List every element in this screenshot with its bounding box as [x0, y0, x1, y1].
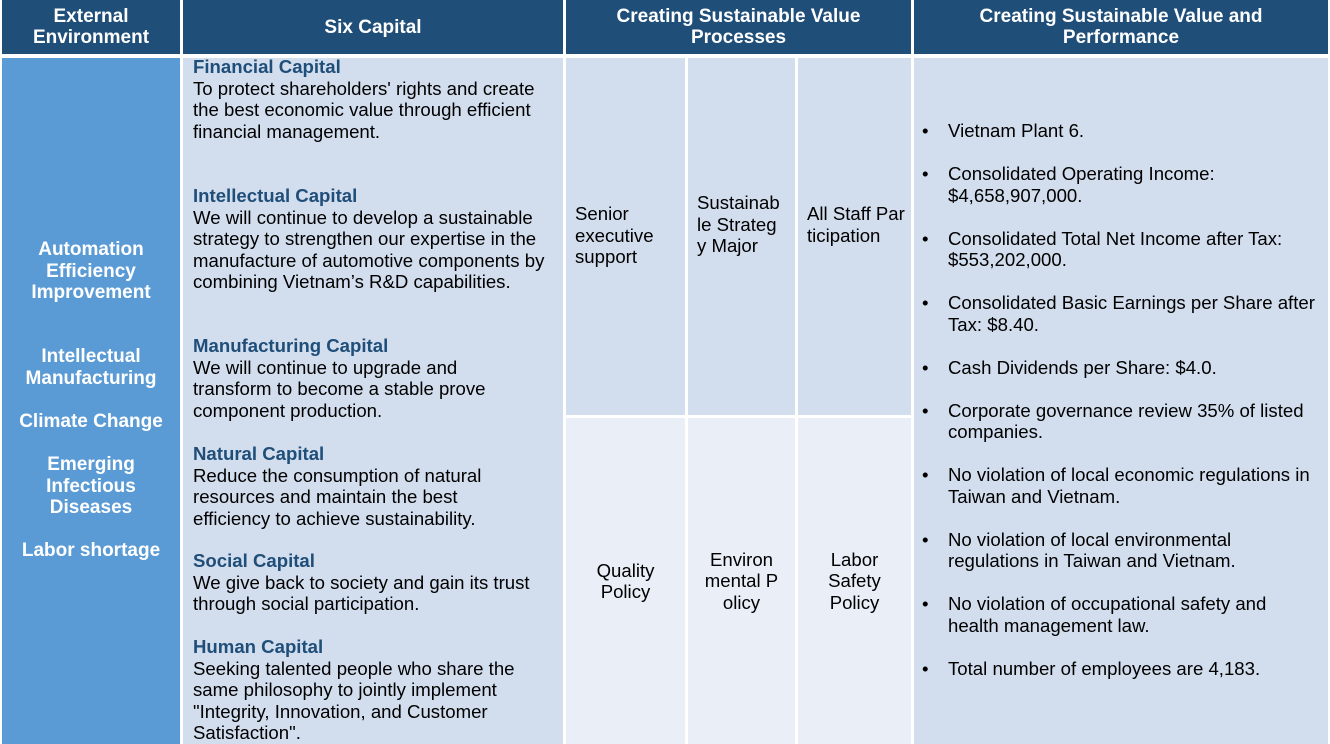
performance-item: [922, 292, 1322, 335]
header-performance: [914, 0, 1328, 54]
header-external-environment: [2, 0, 180, 54]
header-performance-label: Creating Sustainable Value and Performance: [979, 6, 1263, 48]
capital-natural: [193, 443, 558, 529]
capital-description: Seeking talented people who share the same philosophy to jointly implement "Integrity, Innovation, and Customer Satisfaction".: [193, 657, 515, 743]
process-cell-labor-safety-policy: [798, 418, 911, 744]
performance-item: [922, 228, 1322, 271]
capital-title: Human Capital: [193, 636, 324, 657]
capital-description: Reduce the consumption of natural resources and maintain the best efficiency to achieve sustainability.: [193, 464, 482, 529]
performance-text: Consolidated Operating Income: $4,658,907,000.: [948, 163, 1215, 206]
process-cell-quality-policy: [566, 418, 685, 744]
performance-list: [922, 120, 1322, 701]
header-six-capital-label: Six Capital: [324, 16, 422, 38]
performance-text: Corporate governance review 35% of listed companies.: [948, 399, 1304, 442]
process-cell-senior-support: [566, 58, 685, 415]
header-processes: [566, 0, 911, 54]
process-cell-staff-participation: [798, 58, 911, 415]
capital-title: Natural Capital: [193, 443, 325, 464]
bullet-icon: •: [922, 464, 929, 485]
bullet-icon: •: [922, 356, 929, 378]
process-label: All Staff Participation: [807, 203, 905, 246]
env-item: Automation Efficiency Improvement: [31, 239, 151, 303]
performance-item: [922, 529, 1322, 572]
bullet-icon: •: [922, 120, 929, 141]
bullet-icon: •: [922, 657, 929, 679]
header-processes-label: Creating Sustainable Value Processes: [616, 6, 861, 48]
capital-financial: [193, 56, 558, 142]
capital-human: [193, 636, 558, 744]
bullet-icon: •: [922, 292, 929, 313]
env-item: Climate Change: [19, 411, 163, 432]
capital-description: We give back to society and gain its trust through social participation.: [193, 571, 530, 614]
performance-item: [922, 120, 1322, 142]
bullet-icon: •: [922, 528, 929, 550]
bullet-icon: •: [922, 593, 929, 614]
bullet-icon: •: [922, 227, 929, 249]
env-item: Labor shortage: [21, 540, 161, 561]
header-external-environment-label: External Environment: [32, 6, 150, 48]
performance-item: [922, 658, 1322, 680]
capital-title: Social Capital: [193, 550, 315, 571]
capital-intellectual: [193, 185, 558, 293]
performance-item: [922, 593, 1322, 636]
six-capital-column: [183, 58, 563, 744]
capital-manufacturing: [193, 335, 558, 421]
process-label: Senior executive support: [575, 203, 654, 267]
env-item: Intellectual Manufacturing: [25, 346, 157, 389]
capital-social: [193, 550, 558, 615]
capital-title: Manufacturing Capital: [193, 335, 389, 356]
performance-text: No violation of occupational safety and health management law.: [948, 593, 1267, 636]
performance-item: [922, 357, 1322, 379]
capital-title: Financial Capital: [193, 56, 341, 77]
bullet-icon: •: [922, 399, 929, 421]
performance-item: [922, 163, 1322, 206]
process-cell-environmental-policy: [688, 418, 795, 744]
capital-title: Intellectual Capital: [193, 185, 358, 206]
performance-text: Vietnam Plant 6.: [948, 120, 1085, 141]
header-six-capital: [183, 0, 563, 54]
capital-description: We will continue to upgrade and transform to become a stable prove component production.: [193, 356, 486, 421]
performance-item: [922, 464, 1322, 507]
capital-description: We will continue to develop a sustainable strategy to strengthen our expertise in the manufacture of automotive components by combining Vietnam’s R&D capabilities.: [193, 206, 545, 292]
performance-text: Total number of employees are 4,183.: [948, 657, 1261, 679]
performance-text: Cash Dividends per Share: $4.0.: [948, 356, 1217, 378]
performance-column: [914, 58, 1328, 744]
performance-item: [922, 400, 1322, 443]
env-item: Emerging Infectious Diseases: [46, 454, 136, 518]
external-environment-column: [2, 58, 180, 744]
capital-description: To protect shareholders' rights and create the best economic value through efficient financial management.: [193, 77, 535, 142]
process-label: Environmental Policy: [704, 548, 779, 613]
performance-text: No violation of local economic regulations in Taiwan and Vietnam.: [948, 464, 1310, 507]
bullet-icon: •: [922, 163, 929, 184]
performance-text: Consolidated Total Net Income after Tax: $553,202,000.: [948, 227, 1283, 270]
process-cell-strategy: [688, 58, 795, 415]
performance-text: Consolidated Basic Earnings per Share after Tax: $8.40.: [948, 292, 1315, 335]
process-label: Quality Policy: [596, 559, 655, 602]
process-label: Sustainable Strategy Major: [697, 192, 780, 256]
performance-text: No violation of local environmental regulations in Taiwan and Vietnam.: [948, 528, 1236, 571]
process-label: Labor Safety Policy: [828, 548, 881, 613]
